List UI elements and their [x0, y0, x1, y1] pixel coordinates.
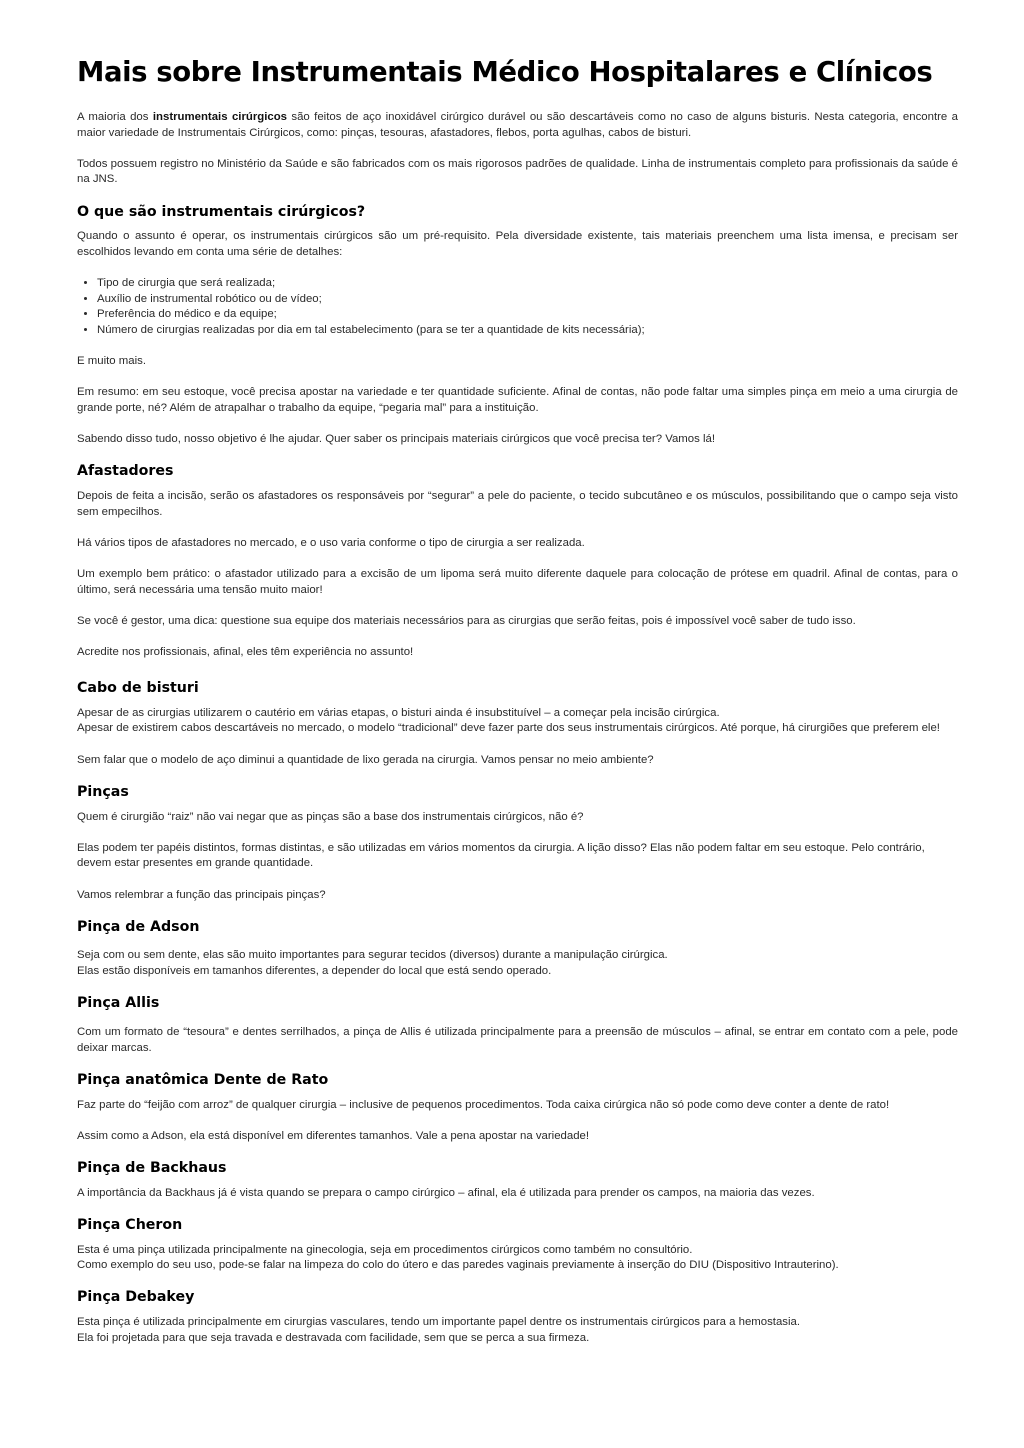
afastadores-paragraph-2: Há vários tipos de afastadores no mercado, e o uso varia conforme o tipo de cirurgia a ser realizada.: [77, 536, 585, 549]
list-item: • Auxílio de instrumental robótico ou de vídeo;: [97, 292, 958, 308]
oque-paragraph-3: Em resumo: em seu estoque, você precisa apostar na variedade e ter quantidade suficiente. Afinal de contas, não pode faltar uma simples pinça em meio a uma cirurgia de grande porte, né? Além de atrapalhar o trabalho da equipe, “pegaria mal” para a instituição.: [77, 386, 958, 414]
intro-text-start: A maioria dos: [77, 111, 153, 123]
intro-text-end: são feitos de aço inoxidável cirúrgico durável ou são descartáveis como no caso de alguns bisturis. Nesta categoria, encontre a maior variedade de Instrumentais Cirúrgicos, como: pinças, tesouras, afastadores, flebos, porta agulhas, cabos de bisturi.: [77, 111, 958, 139]
intro-paragraph: [77, 110, 958, 141]
intro-bold-keyword: instrumentais cirúrgicos: [152, 111, 288, 123]
oque-paragraph-4: Sabendo disso tudo, nosso objetivo é lhe ajudar. Quer saber os principais materiais cirúrgicos que você precisa ter? Vamos lá!: [77, 433, 716, 446]
oque-paragraph-1: Quando o assunto é operar, os instrumentais cirúrgicos são um pré-requisito. Pela diversidade existente, tais materiais preenchem uma lista imensa, e precisam ser escolhidos levando em conta uma série de detalhes:: [77, 230, 958, 258]
allis-paragraph-1: Com um formato de “tesoura” e dentes serrilhados, a pinça de Allis é utilizada principalmente para a preensão de músculos – afinal, se entrar em contato com a pele, pode deixar marcas.: [77, 1026, 958, 1054]
section-heading-afastadores: Afastadores: [77, 463, 174, 480]
section-heading-adson: Pinça de Adson: [77, 918, 200, 935]
list-item: • Preferência do médico e da equipe;: [97, 307, 958, 323]
rato-paragraph-2: Assim como a Adson, ela está disponível em diferentes tamanhos. Vale a pena apostar na variedade!: [77, 1129, 590, 1142]
afastadores-paragraph-1: Depois de feita a incisão, serão os afastadores os responsáveis por “segurar” a pele do paciente, o tecido subcutâneo e os músculos, possibilitando que o campo seja visto sem empecilhos.: [77, 489, 958, 518]
list-item: • Tipo de cirurgia que será realizada;: [97, 276, 958, 292]
afastadores-paragraph-3: Um exemplo bem prático: o afastador utilizado para a excisão de um lipoma será muito diferente daquele para colocação de prótese em quadril. Afinal de contas, para o último, será necessária uma tensão muito maior!: [77, 567, 958, 596]
adson-paragraph-2: Elas estão disponíveis em tamanhos diferentes, a depender do local que está sendo operado.: [77, 965, 552, 978]
section-heading-bisturi: Cabo de bisturi: [77, 680, 199, 697]
section-heading-dente-de-rato: Pinça anatômica Dente de Rato: [77, 1071, 329, 1088]
intro-paragraph-2: Todos possuem registro no Ministério da Saúde e são fabricados com os mais rigorosos padrões de qualidade. Linha de instrumentais completo para profissionais da saúde é na JNS.: [77, 157, 958, 186]
debakey-paragraph-1: Esta pinça é utilizada principalmente em cirurgias vasculares, tendo um importante papel dentre os instrumentais cirúrgicos para a hemostasia.: [77, 1316, 801, 1329]
section-heading-oque: O que são instrumentais cirúrgicos?: [77, 203, 366, 220]
bisturi-paragraph-1: Apesar de as cirurgias utilizarem o cautério em várias etapas, o bisturi ainda é insubstituível – a começar pela incisão cirúrgica.: [77, 706, 720, 719]
section-heading-debakey: Pinça Debakey: [77, 1289, 195, 1306]
afastadores-paragraph-5: Acredite nos profissionais, afinal, eles têm experiência no assunto!: [77, 645, 414, 658]
backhaus-paragraph-1: A importância da Backhaus já é vista quando se prepara o campo cirúrgico – afinal, ela é utilizada para prender os campos, na maioria das vezes.: [77, 1186, 815, 1199]
cheron-paragraph-2: Como exemplo do seu uso, pode-se falar na limpeza do colo do útero e das paredes vaginais previamente à inserção do DIU (Dispositivo Intrauterino).: [77, 1259, 839, 1272]
rato-paragraph-1: Faz parte do “feijão com arroz” de qualquer cirurgia – inclusive de pequenos procedimentos. Toda caixa cirúrgica não só pode como deve conter a dente de rato!: [77, 1098, 890, 1111]
section-heading-cheron: Pinça Cheron: [77, 1216, 183, 1233]
debakey-paragraph-2: Ela foi projetada para que seja travada e destravada com facilidade, sem que se perca a sua firmeza.: [77, 1331, 590, 1344]
list-item: • Número de cirurgias realizadas por dia em tal estabelecimento (para se ter a quantidade de kits necessária);: [97, 323, 958, 339]
bisturi-paragraph-3: Sem falar que o modelo de aço diminui a quantidade de lixo gerada na cirurgia. Vamos pensar no meio ambiente?: [77, 753, 654, 766]
adson-paragraph-1: Seja com ou sem dente, elas são muito importantes para segurar tecidos (diversos) durante a manipulação cirúrgica.: [77, 949, 668, 962]
pincas-paragraph-3: Vamos relembrar a função das principais pinças?: [77, 888, 326, 901]
section-heading-allis: Pinça Allis: [77, 995, 160, 1012]
bisturi-paragraph-2: Apesar de existirem cabos descartáveis no mercado, o modelo “tradicional” deve fazer parte dos seus instrumentais cirúrgicos. Até porque, há cirurgiões que preferem ele!: [77, 722, 940, 735]
pincas-paragraph-1: Quem é cirurgião “raiz” não vai negar que as pinças são a base dos instrumentais cirúrgicos, não é?: [77, 810, 584, 823]
criteria-list: [77, 276, 958, 338]
page-title: Mais sobre Instrumentais Médico Hospitalares e Clínicos: [77, 56, 933, 88]
pincas-paragraph-2: Elas podem ter papéis distintos, formas distintas, e são utilizadas em vários momentos da cirurgia. A lição disso? Elas não podem faltar em seu estoque. Pelo contrário, devem estar presentes em grande quantidade.: [77, 841, 925, 870]
section-heading-pincas: Pinças: [77, 783, 129, 800]
oque-paragraph-2: E muito mais.: [77, 355, 146, 368]
afastadores-paragraph-4: Se você é gestor, uma dica: questione sua equipe dos materiais necessários para as cirurgias que serão feitas, pois é impossível você saber de tudo isso.: [77, 614, 856, 627]
section-heading-backhaus: Pinça de Backhaus: [77, 1159, 227, 1176]
cheron-paragraph-1: Esta é uma pinça utilizada principalmente na ginecologia, seja em procedimentos cirúrgicos como também no consultório.: [77, 1243, 693, 1256]
